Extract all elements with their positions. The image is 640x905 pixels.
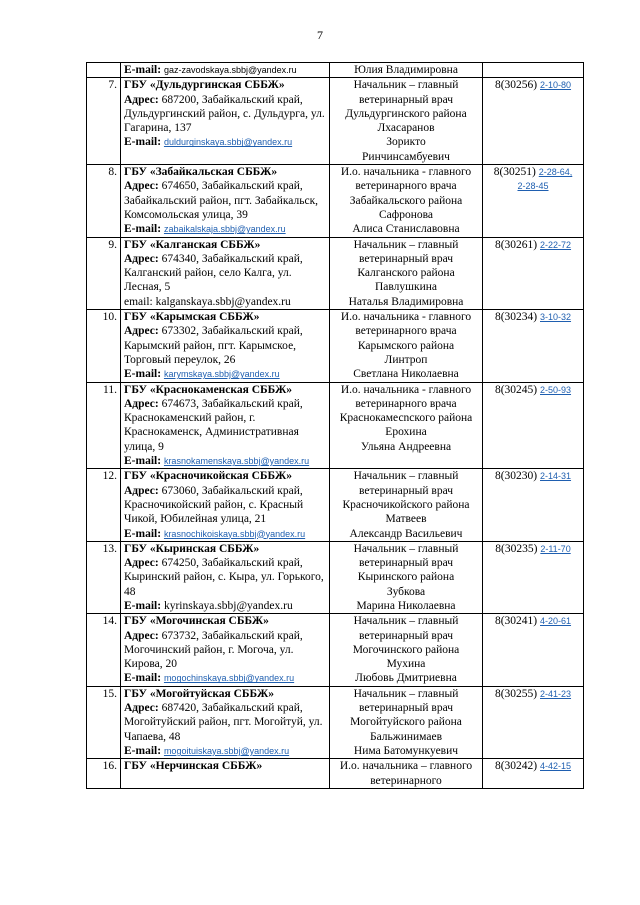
organization-name: ГБУ «Дульдургинская СББЖ» (124, 79, 285, 92)
row-number: 12. (87, 469, 121, 541)
row-number: 7. (87, 78, 121, 165)
page-number: 7 (317, 28, 323, 42)
phone-link[interactable]: 4-42-15 (540, 761, 572, 772)
phone-code: 8(30255) (494, 687, 538, 700)
phone-cell (483, 686, 584, 758)
address-value: 687420, Забайкальский край, Могойтуйский район, пгт. Могойтуй, ул. Чапаева, 48 (124, 702, 323, 743)
email-label: E-mail: (124, 368, 162, 381)
head-position: Начальник – главный ветеринарный врач Кыринского района (353, 542, 459, 584)
head-name: Зубкова Марина Николаевна (356, 585, 456, 612)
address (124, 556, 326, 599)
organization-name: ГБУ «Могойтуйская СББЖ» (124, 687, 274, 700)
row-number: 10. (87, 310, 121, 382)
phone-cell (483, 63, 584, 78)
head-name: Мухина Любовь Дмитриевна (355, 658, 457, 685)
address-value: 673302, Забайкальский край, Карымский район, пгт. Карымское, Торговый переулок, 26 (124, 325, 303, 366)
table-row (87, 686, 584, 758)
organization-cell (121, 541, 330, 613)
email-label: E-mail: (124, 136, 162, 149)
organization-name: ГБУ «Краснокаменская СББЖ» (124, 383, 293, 396)
head-name: Юлия Владимировна (354, 64, 458, 76)
address-value: 674250, Забайкальский край, Кыринский район, с. Кыра, ул. Горького, 48 (124, 557, 324, 598)
head-name: Сафронова Алиса Станиславовна (352, 208, 460, 236)
phone-code: 8(30251) (493, 166, 536, 179)
organization-name: ГБУ «Карымская СББЖ» (124, 311, 260, 324)
row-number: 16. (87, 759, 121, 789)
phone-link[interactable]: 2-50-93 (540, 384, 572, 395)
organization-cell (121, 237, 330, 309)
head-position: И.о. начальника - главного ветеринарного врача Карымского района (340, 311, 472, 352)
phone-cell (483, 541, 584, 613)
address-label: Адрес: (124, 629, 162, 642)
head-cell (330, 310, 483, 382)
phone-cell (483, 614, 584, 686)
phone-cell (483, 382, 584, 469)
phone-code: 8(30245) (494, 383, 538, 396)
row-number (87, 63, 121, 78)
address (124, 252, 326, 295)
table-row (87, 63, 584, 78)
table-row (87, 541, 584, 613)
address-label: Адрес: (124, 325, 162, 338)
table-row (87, 165, 584, 237)
email-label: email: (124, 295, 153, 308)
address-label: Адрес: (124, 557, 162, 570)
address-value: 674340, Забайкальский край, Калганский район, село Калга, ул. Лесная, 5 (124, 252, 303, 294)
phone-cell (483, 165, 584, 237)
organization-name: ГБУ «Кыринская СББЖ» (124, 542, 260, 555)
head-cell (330, 686, 483, 758)
head-cell (330, 78, 483, 165)
organization-cell (121, 686, 330, 758)
email-label: E-mail: (124, 599, 162, 612)
phone-link[interactable]: 2-10-80 (540, 80, 572, 91)
table-row (87, 310, 584, 382)
email-label: E-mail: (124, 223, 162, 236)
head-position: Начальник – главный ветеринарный врач Дульдургинского района (345, 79, 467, 120)
email-label: E-mail: (124, 672, 162, 685)
email (124, 527, 326, 541)
email-link[interactable]: mogochinskaya.sbbj@yandex.ru (163, 673, 295, 684)
head-cell (330, 614, 483, 686)
head-cell (330, 541, 483, 613)
row-number: 15. (87, 686, 121, 758)
address-label: Адрес: (124, 702, 162, 715)
head-cell (330, 237, 483, 309)
row-number: 14. (87, 614, 121, 686)
email (124, 367, 326, 381)
phone-code: 8(30261) (494, 238, 538, 251)
address-label: Адрес: (124, 484, 162, 497)
organization-cell (121, 63, 330, 78)
organization-cell (121, 382, 330, 469)
phone-code: 8(30256) (494, 79, 538, 92)
head-position: И.о. начальника – главного ветеринарного (339, 760, 473, 787)
address-value: 673732, Забайкальский край, Могочинский район, г. Могоча, ул. Кирова, 20 (124, 629, 303, 671)
table-row (87, 469, 584, 541)
row-number: 11. (87, 382, 121, 469)
phone-code: 8(30234) (494, 311, 538, 324)
table-row (87, 78, 584, 165)
address-value: 674650, Забайкальский край, Забайкальский район, пгт. Забайкальск, Комсомольская улица, 39 (124, 180, 319, 221)
email-link[interactable]: krasnokamenskaya.sbbj@yandex.ru (163, 456, 310, 467)
email-link[interactable]: duldurginskaya.sbbj@yandex.ru (163, 137, 293, 148)
organization-cell (121, 310, 330, 382)
phone-cell (483, 310, 584, 382)
address-label: Адрес: (124, 252, 162, 265)
email (124, 671, 326, 685)
email-label: E-mail: (124, 64, 162, 76)
phone-code: 8(30242) (494, 760, 538, 773)
organization-name: ГБУ «Красночикойская СББЖ» (124, 470, 292, 483)
organization-cell (121, 759, 330, 789)
head-cell (330, 63, 483, 78)
email (124, 63, 326, 77)
head-cell (330, 165, 483, 237)
veterinary-stations-table (86, 62, 584, 789)
organization-name: ГБУ «Забайкальская СББЖ» (124, 166, 278, 179)
address-label: Адрес: (124, 93, 162, 106)
row-number: 9. (87, 237, 121, 309)
email (124, 454, 326, 468)
head-name: Матвеев Александр Васильевич (349, 513, 463, 540)
head-position: Начальник – главный ветеринарный врач Калганского района (353, 238, 459, 280)
phone-link[interactable]: 2-41-23 (540, 688, 572, 699)
phone-cell (483, 237, 584, 309)
head-position: Начальник – главный ветеринарный врач Красночикойского района (342, 470, 470, 511)
table-row (87, 614, 584, 686)
row-number: 13. (87, 541, 121, 613)
table-row (87, 237, 584, 309)
email-label: E-mail: (124, 455, 162, 468)
address (124, 93, 326, 136)
phone-link[interactable]: 2-28-64, 2-28-45 (517, 167, 573, 192)
email-label: E-mail: (124, 744, 162, 757)
table-row (87, 382, 584, 469)
head-cell (330, 759, 483, 789)
email-link[interactable]: karymskaya.sbbj@yandex.ru (163, 369, 280, 380)
table-row (87, 759, 584, 789)
address (124, 629, 326, 672)
head-position: И.о. начальника - главного ветеринарного врача Краснокамесnского района (339, 383, 473, 425)
email (124, 222, 326, 236)
head-name: Лхасаранов Зорикто Ринчинсамбуевич (362, 122, 450, 163)
head-position: Начальник – главный ветеринарный врач Могочинского района (352, 615, 460, 656)
organization-name: ГБУ «Нерчинская СББЖ» (124, 760, 263, 773)
organization-cell (121, 165, 330, 237)
phone-link[interactable]: 4-20-61 (540, 616, 572, 627)
organization-cell (121, 469, 330, 541)
head-name: Павлушкина Наталья Владимировна (348, 281, 464, 308)
address-label: Адрес: (124, 397, 162, 410)
head-name: Линтроп Светлана Николаевна (353, 353, 459, 381)
address (124, 701, 326, 744)
organization-name: ГБУ «Могочинская СББЖ» (124, 615, 269, 628)
head-position: И.о. начальника - главного ветеринарного врача Забайкальского района (340, 166, 472, 207)
head-position: Начальник – главный ветеринарный врач Могойтуйского района (350, 687, 462, 729)
email (124, 135, 326, 149)
head-name: Бальжинимаев Нима Батомункуевич (353, 730, 459, 757)
phone-cell (483, 78, 584, 165)
address (124, 179, 326, 222)
organization-cell (121, 614, 330, 686)
email-value: kyrinskaya.sbbj@yandex.ru (163, 599, 293, 612)
address-label: Адрес: (124, 180, 162, 193)
organization-cell (121, 78, 330, 165)
phone-code: 8(30235) (495, 542, 538, 555)
email (124, 744, 326, 758)
email-value: kalganskaya.sbbj@yandex.ru (155, 295, 291, 308)
address (124, 397, 326, 454)
email-label: E-mail: (124, 527, 162, 540)
phone-cell (483, 759, 584, 789)
row-number: 8. (87, 165, 121, 237)
phone-link[interactable]: 2-14-31 (540, 471, 572, 482)
address-value: 687200, Забайкальский край, Дульдургинский район, с. Дульдурга, ул. Гагарина, 137 (124, 93, 325, 135)
head-name: Ерохина Ульяна Андреевна (360, 426, 452, 453)
email-link[interactable]: mogoituiskaya.sbbj@yandex.ru (163, 745, 290, 756)
email-link[interactable]: krasnochikoiskaya.sbbj@yandex.ru (163, 528, 306, 539)
phone-code: 8(30241) (494, 615, 538, 628)
email-link[interactable]: zabaikalskaja.sbbj@yandex.ru (163, 224, 286, 235)
head-cell (330, 382, 483, 469)
phone-cell (483, 469, 584, 541)
phone-code: 8(30230) (494, 470, 538, 483)
email-value: gaz-zavodskaya.sbbj@yandex.ru (163, 65, 297, 75)
phone-link[interactable]: 3-10-32 (540, 312, 572, 323)
organization-name: ГБУ «Калганская СББЖ» (124, 238, 261, 251)
head-cell (330, 469, 483, 541)
email (124, 295, 326, 309)
address (124, 484, 326, 527)
address-value: 673060, Забайкальский край, Красночикойский район, с. Красный Чикой, Юбилейная улица, 21 (124, 484, 304, 526)
address-value: 674673, Забайкальский край, Краснокаменский район, г. Краснокаменск, Административная улица, 9 (124, 397, 303, 453)
email (124, 599, 326, 613)
address (124, 324, 326, 367)
phone-link[interactable]: 2-22-72 (540, 239, 572, 250)
phone-link[interactable]: 2-11-70 (540, 543, 571, 554)
